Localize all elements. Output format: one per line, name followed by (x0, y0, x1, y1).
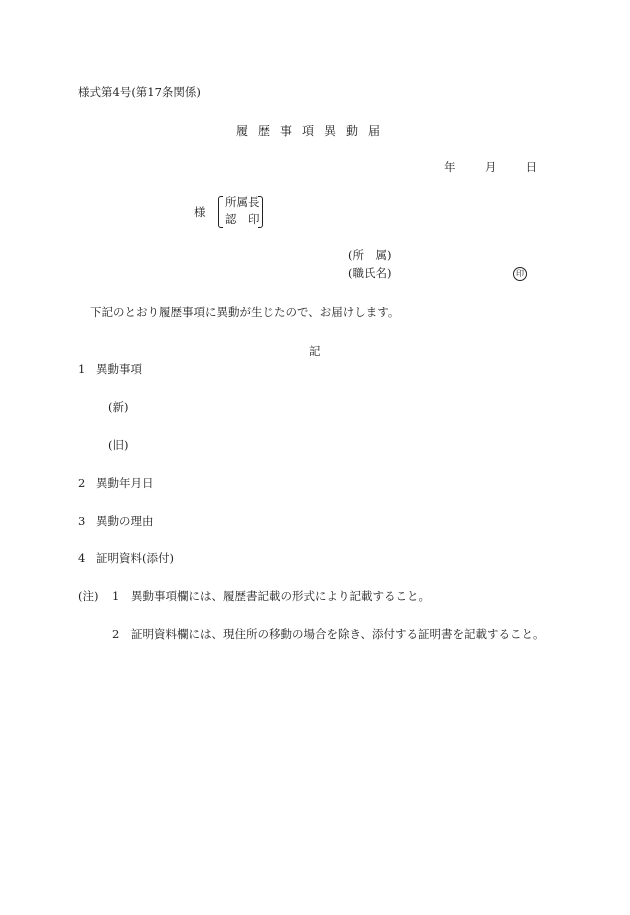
date-line (444, 162, 537, 174)
item-1-number: 1 (78, 362, 86, 376)
note-2-number: 2 (112, 627, 120, 641)
item-3-label: 異動の理由 (96, 514, 154, 528)
addressee-line2: 認 印 (225, 212, 260, 226)
item-2-number: 2 (78, 476, 86, 490)
item-new: (新) (108, 400, 129, 414)
date-month-label: 月 (484, 160, 497, 174)
note-1-text: 異動事項欄には、履歴書記載の形式により記載すること。 (131, 589, 430, 603)
addressee-sama: 様 (194, 205, 206, 219)
note-2-text: 証明資料欄には、現住所の移動の場合を除き、添付する証明書を記載すること。 (131, 627, 545, 641)
ki-marker: 記 (309, 344, 321, 358)
note-1-number: 1 (112, 589, 120, 603)
seal-icon: 印 (513, 267, 527, 281)
form-number: 様式第4号(第17条関係) (78, 85, 201, 99)
statement: 下記のとおり履歴事項に異動が生じたので、お届けします。 (90, 305, 400, 319)
notes-prefix: (注) (78, 589, 99, 603)
item-1-label: 異動事項 (96, 362, 142, 376)
applicant-name: (職氏名) (348, 266, 392, 280)
date-year-label: 年 (444, 160, 456, 174)
applicant-affiliation: (所 属) (348, 248, 392, 262)
item-3-number: 3 (78, 514, 86, 528)
item-old: (旧) (108, 438, 129, 452)
item-2-label: 異動年月日 (96, 476, 154, 490)
addressee-line1: 所属長 (225, 195, 260, 209)
left-bracket (218, 196, 223, 228)
date-day-label: 日 (525, 160, 538, 174)
item-4-label: 証明資料(添付) (96, 551, 174, 565)
right-bracket (258, 196, 263, 228)
item-4-number: 4 (78, 551, 86, 565)
document-title: 履歴事項異動届 (236, 124, 391, 138)
